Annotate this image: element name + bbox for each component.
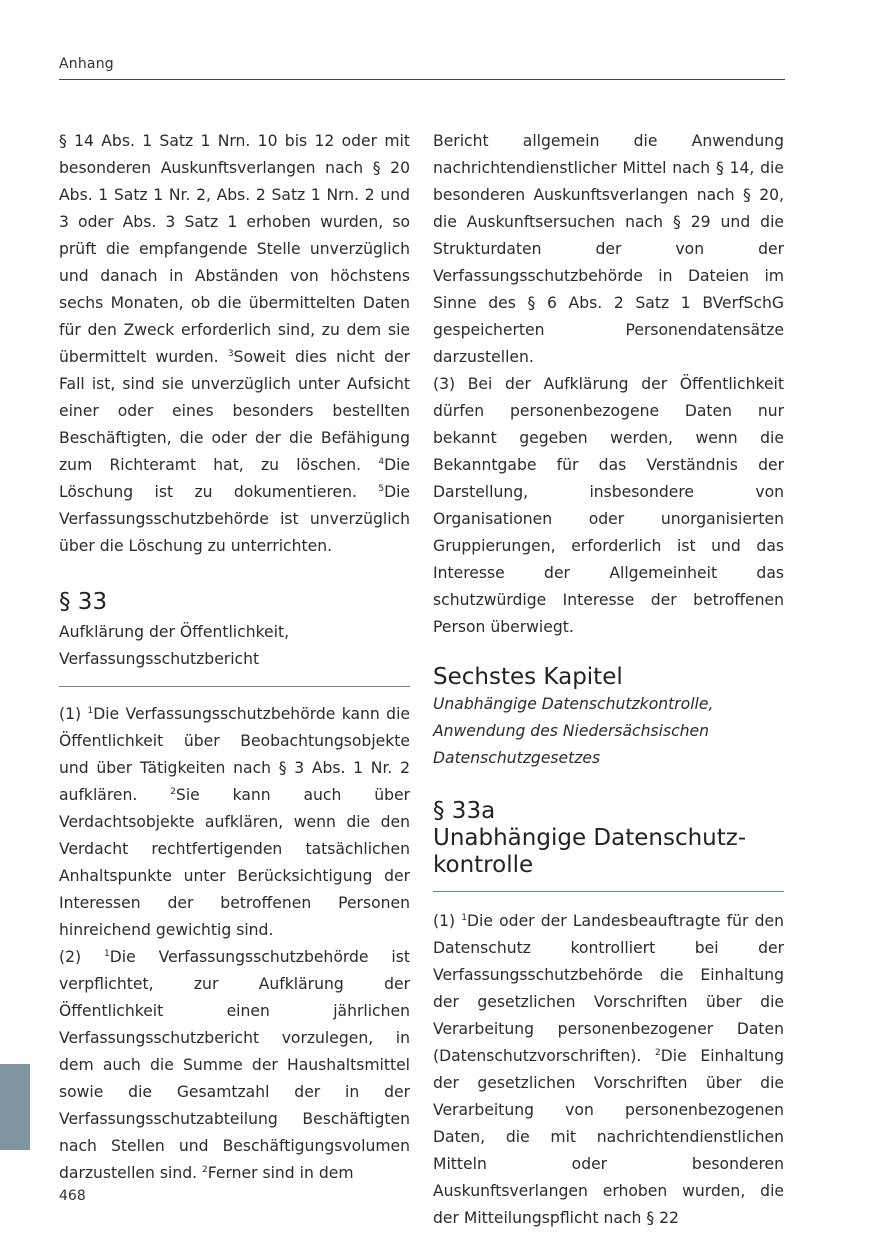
sentence-text: Soweit dies nicht der Fall ist, sind sie unverzüglich unter Aufsicht einer oder eines besonders bestellten Beschäftigten, die oder der die Befähigung zum Richteramt hat, zu löschen. — [59, 348, 411, 474]
sentence-text: Die oder der Landesbeauftragte für den Datenschutz kontrolliert bei der Verfassungsschutzbehörde die Einhaltung der gesetzlichen Vorschriften über die Verarbeitung personenbezogener Daten (Datenschutzvorschriften). — [433, 912, 784, 1065]
paragraph-label: (2) — [59, 948, 105, 966]
sentence-text: Die Verfassungsschutzbehörde kann die Öffentlichkeit über Beobachtungsobjekte und über Tätigkeiten nach § 3 Abs. 1 Nr. 2 aufklären. — [59, 705, 411, 804]
sentence-number: 1 — [87, 706, 94, 716]
continuation-text: § 14 Abs. 1 Satz 1 Nrn. 10 bis 12 oder mit besonderen Auskunftsverlangen nach § 20 Abs. 1 Satz 1 Nr. 2, Abs. 2 Satz 1 Nrn. 2 und 3 oder Abs. 3 Satz 1 erhoben wurden, so prüft die empfangende Stelle unverzüglich und danach in Abständen von höchstens sechs Monaten, ob die übermittelten Daten für den Zweck erforderlich sind, zu dem sie übermittelt wurden. — [59, 132, 410, 366]
section-33a-paragraph-1 — [433, 908, 784, 1232]
section-33-title: Aufklärung der Öffentlichkeit, Verfassungsschutzbericht — [59, 623, 290, 668]
section-33-paragraph-2 — [59, 944, 410, 1187]
chapter-subtitle-line: Unabhängige Datenschutzkontrolle, — [433, 695, 714, 713]
sentence-text: Die Einhaltung der gesetzlichen Vorschriften über die Verarbeitung von personenbezogenen Daten, die mit nachrichtendienstlichen Mitteln oder besonderen Auskunftsverlangen erhoben wurden, die der Mitteilungspflicht nach § 22 — [433, 1047, 784, 1227]
section-33a-title-line: kontrolle — [433, 852, 534, 878]
chapter-side-tab — [0, 1064, 30, 1150]
paragraph-label: (1) — [433, 912, 462, 930]
sentence-number: 2 — [170, 787, 176, 797]
sentence-number: 1 — [461, 913, 468, 923]
running-header: Anhang — [59, 56, 114, 72]
section-33a-title-line: Unabhängige Datenschutz- — [433, 825, 747, 851]
sentence-text: Sie kann auch über Verdachtsobjekte aufklären, wenn die den Verdacht rechtfertigenden tatsächlichen Anhaltspunkte unter Berücksichtigung der Interessen der betroffenen Personen hinreichend gewichtig sind. — [59, 786, 410, 939]
right-column — [433, 128, 784, 1232]
sentence-number: 2 — [202, 1165, 208, 1175]
sentence-number: 3 — [227, 349, 234, 359]
chapter-subtitle-line: Datenschutzgesetzes — [433, 749, 601, 767]
section-33a-number: § 33a — [433, 798, 496, 824]
sentence-text: Die Löschung ist zu dokumentieren. — [59, 456, 410, 501]
continuation-paragraph-2: Bericht allgemein die Anwendung nachrichtendienstlicher Mittel nach § 14, die besonderen Auskunftsverlangen nach § 20, die Auskunftsersuchen nach § 29 und die Strukturdaten der von der Verfassungsschutzbehörde in Dateien im Sinne des § 6 Abs. 2 Satz 1 BVerfSchG gespeicherten Personendatensätze darzustellen. — [433, 132, 784, 366]
section-33-paragraph-1 — [59, 701, 410, 944]
chapter-subtitle-line: Anwendung des Niedersächsischen — [433, 722, 710, 740]
section-33a-rule — [433, 891, 784, 892]
paragraph-label: (1) — [59, 705, 88, 723]
sentence-text: Die Verfassungsschutzbehörde ist verpflichtet, zur Aufklärung der Öffentlichkeit einen jährlichen Verfassungsschutzbericht vorzulegen, in dem auch die Summe der Haushaltsmittel sowie die Gesamtzahl der in der Verfassungsschutzabteilung Beschäftigten nach Stellen und Beschäftigungsvolumen darzustellen sind. — [59, 948, 410, 1182]
sentence-text: Ferner sind in dem — [207, 1164, 354, 1182]
sentence-number: 2 — [655, 1048, 661, 1058]
sentence-number: 5 — [378, 484, 385, 494]
header-rule — [59, 79, 785, 80]
page-number: 468 — [59, 1188, 86, 1204]
continuation-paragraph — [59, 128, 410, 560]
chapter-title: Sechstes Kapitel — [433, 664, 623, 690]
left-column — [59, 128, 410, 1187]
section-33-paragraph-3: (3) Bei der Aufklärung der Öffentlichkeit dürfen personenbezogene Daten nur bekannt gegeben werden, wenn die Bekanntgabe für das Verständnis der Darstellung, insbesondere von Organisationen oder unorganisierten Gruppierungen, erforderlich ist und das Interesse der Allgemeinheit das schutzwürdige Interesse der betroffenen Person überwiegt. — [433, 375, 784, 636]
sentence-number: 1 — [104, 949, 110, 959]
section-33-rule — [59, 686, 410, 687]
sentence-text: Die Verfassungsschutzbehörde ist unverzüglich über die Löschung zu unterrichten. — [59, 483, 410, 555]
section-33-number: § 33 — [59, 589, 108, 615]
sentence-number: 4 — [378, 457, 385, 467]
